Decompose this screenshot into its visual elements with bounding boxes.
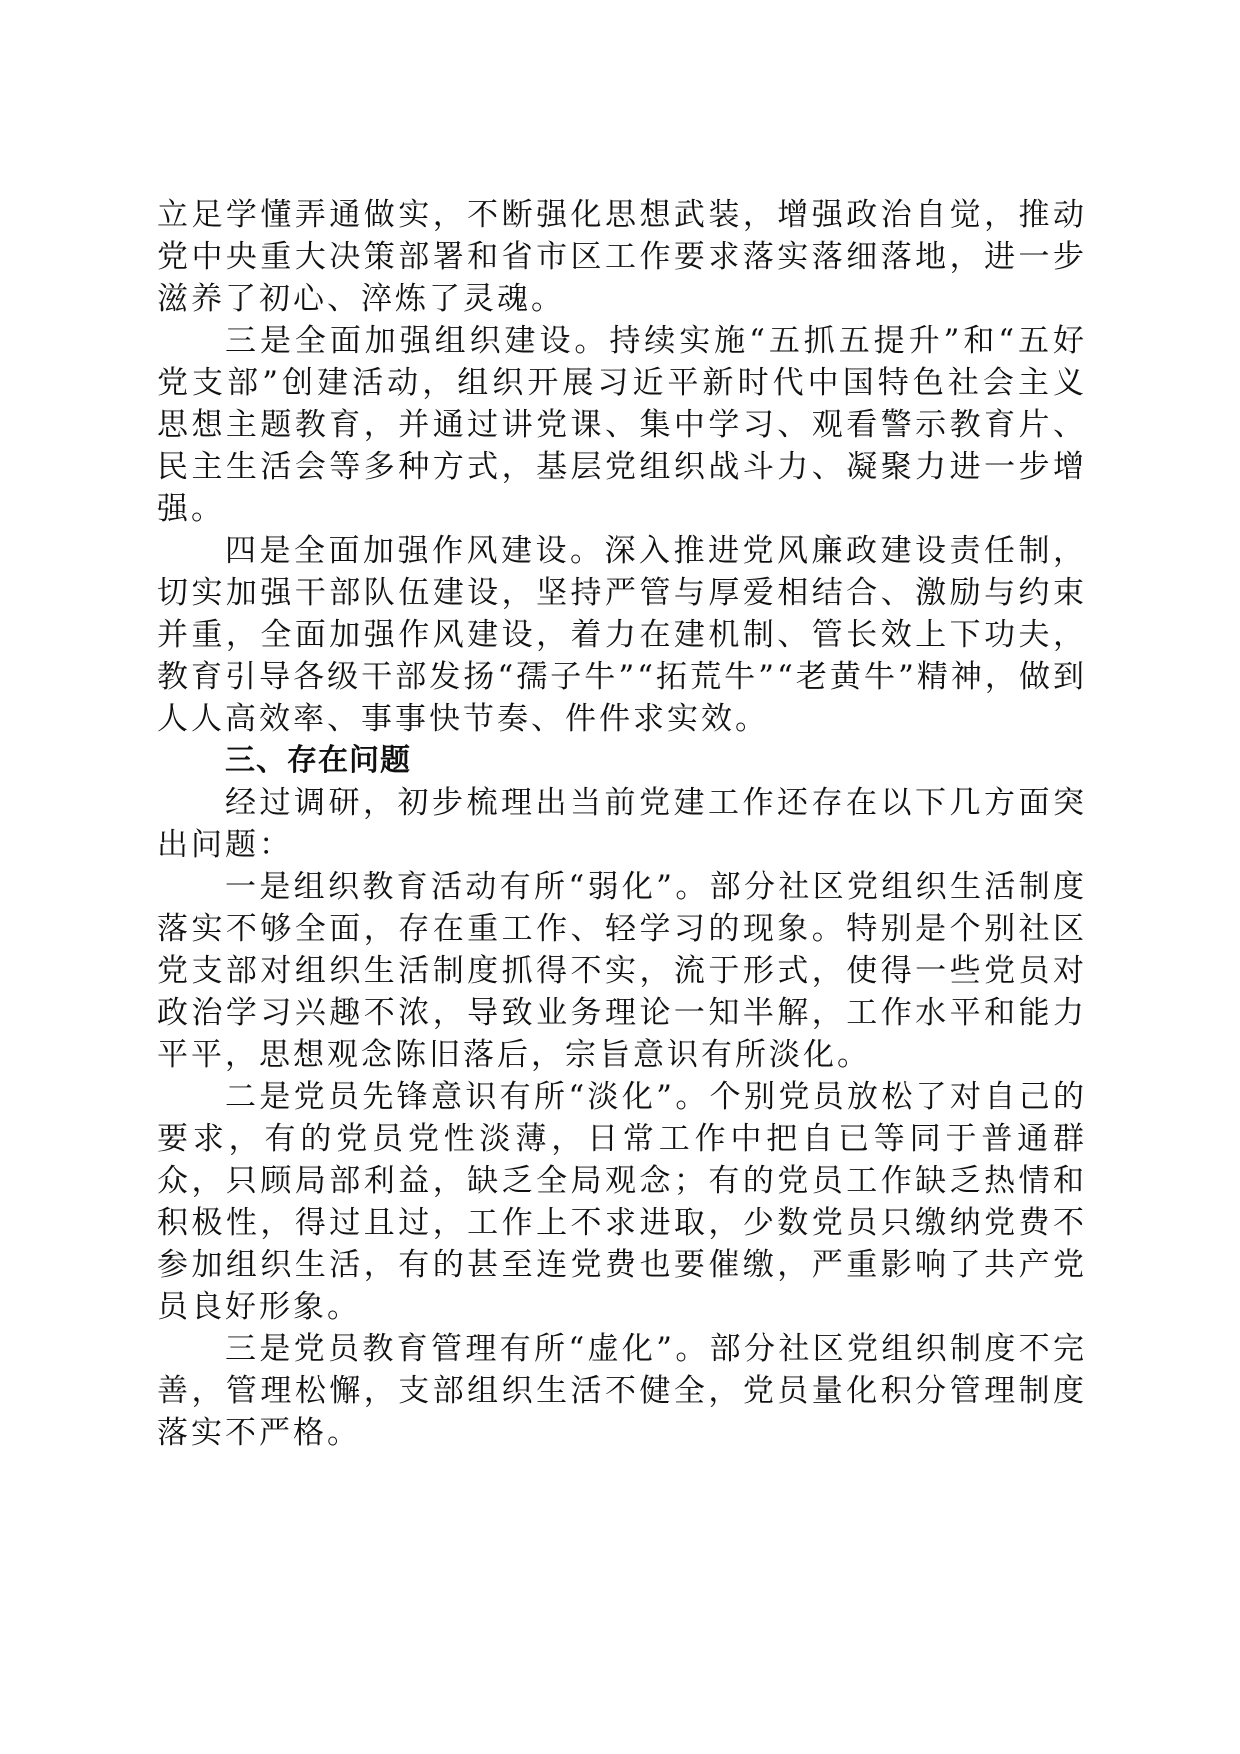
paragraph-6: 二是党员先锋意识有所“淡化”。个别党员放松了对自己的要求，有的党员党性淡薄，日常工作中把自已等同于普通群众，只顾局部利益，缺乏全局观念；有的党员工作缺乏热情和积极性，得过且过，工作上不求进取，少数党员只缴纳党费不参加组织生活，有的甚至连党费也要催缴，严重影响了共产党员良好形象。 bbox=[157, 1079, 1087, 1325]
paragraph-5: 一是组织教育活动有所“弱化”。部分社区党组织生活制度落实不够全面，存在重工作、轻学习的现象。特别是个别社区党支部对组织生活制度抓得不实，流于形式，使得一些党员对政治学习兴趣不浓，导致业务理论一知半解，工作水平和能力平平，思想观念陈旧落后，宗旨意识有所淡化。 bbox=[157, 869, 1087, 1073]
document-body bbox=[157, 194, 1087, 1454]
paragraph-7: 三是党员教育管理有所“虚化”。部分社区党组织制度不完善，管理松懈，支部组织生活不健全，党员量化积分管理制度落实不严格。 bbox=[157, 1331, 1087, 1451]
section-heading: 三、存在问题 bbox=[225, 743, 411, 778]
paragraph-2: 三是全面加强组织建设。持续实施“五抓五提升”和“五好党支部”创建活动，组织开展习近平新时代中国特色社会主义思想主题教育，并通过讲党课、集中学习、观看警示教育片、民主生活会等多种方式，基层党组织战斗力、凝聚力进一步增强。 bbox=[157, 323, 1087, 527]
paragraph-3: 四是全面加强作风建设。深入推进党风廉政建设责任制，切实加强干部队伍建设，坚持严管与厚爱相结合、激励与约束并重，全面加强作风建设，着力在建机制、管长效上下功夫，教育引导各级干部发扬“孺子牛”“拓荒牛”“老黄牛”精神，做到人人高效率、事事快节奏、件件求实效。 bbox=[157, 533, 1087, 737]
paragraph-1: 立足学懂弄通做实，不断强化思想武装，增强政治自觉，推动党中央重大决策部署和省市区工作要求落实落细落地，进一步滋养了初心、淬炼了灵魂。 bbox=[157, 197, 1087, 317]
paragraph-4: 经过调研，初步梳理出当前党建工作还存在以下几方面突出问题： bbox=[157, 785, 1087, 863]
